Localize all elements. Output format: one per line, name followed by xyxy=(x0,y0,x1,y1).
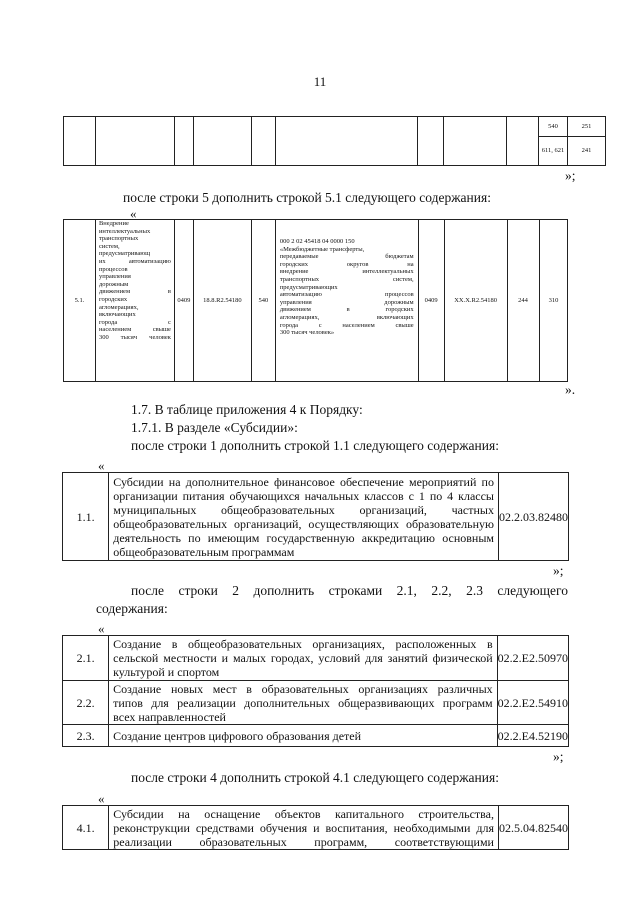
vr-cell: 540 xyxy=(251,220,275,382)
instruction-line-continued: содержания: xyxy=(96,601,168,616)
row-number: 2.3. xyxy=(63,725,109,747)
row-number: 5.1. xyxy=(64,220,96,382)
open-quote: « xyxy=(98,621,105,636)
csr-cell: 18.8.R2.54180 xyxy=(193,220,251,382)
section-cell-2: 0409 xyxy=(418,220,444,382)
table-cell: 611, 621 xyxy=(539,137,568,166)
table-cell: 540 xyxy=(539,117,568,137)
row-1-1-table xyxy=(62,472,569,561)
close-quote: »; xyxy=(553,563,564,578)
open-quote: « xyxy=(130,206,137,221)
row-text: Создание в общеобразовательных организациях, расположенных в сельской местности и малых городах, условий для занятий физической культурой и спортом xyxy=(109,636,498,681)
instruction-line: после строки 5 дополнить строкой 5.1 следующего содержания: xyxy=(123,190,491,205)
description-cell: 000 2 02 45418 04 0000 150 «Межбюджетные трансферты, передаваемые бюджетам городских округов на внедрение интеллектуальных транспортных систем, предусматривающих автоматизацию процессов управления дорожным движением в городских агломерациях, включающих города с населением свыше 300 тысяч человек» xyxy=(275,220,418,382)
open-quote: « xyxy=(98,458,105,473)
close-quote: ». xyxy=(565,382,576,397)
item-1-7-1: 1.7.1. В разделе «Субсидии»: xyxy=(131,420,298,435)
row-number: 2.1. xyxy=(63,636,109,681)
row-text: Создание центров цифрового образования детей xyxy=(109,725,498,747)
row-text: Субсидии на дополнительное финансовое обеспечение мероприятий по организации питания обучающихся начальных классов с 1 по 4 классы муниципальных общеобразовательных организаций, частных общеобразовательных организаций, осуществляющих образовательную деятельность по имеющим государственную аккредитацию основным общеобразовательным программам xyxy=(109,473,499,561)
row-code: 02.2.E2.54910 xyxy=(497,681,568,725)
row-code: 02.2.E2.50970 xyxy=(497,636,568,681)
row-text: Создание новых мест в образовательных организациях различных типов для реализации дополнительных общеразвивающих программ всех направленностей xyxy=(109,681,498,725)
table-cell: 251 xyxy=(567,117,605,137)
row-5-1-table xyxy=(63,219,606,382)
kosgu-cell: 310 xyxy=(539,220,568,382)
close-quote: »; xyxy=(565,168,576,183)
open-quote: « xyxy=(98,791,105,806)
row-code: 02.2.E4.52190 xyxy=(497,725,568,747)
row-number: 4.1. xyxy=(63,806,109,850)
table-cell: 241 xyxy=(567,137,605,166)
csr-cell-2: XX.X.R2.54180 xyxy=(444,220,507,382)
section-cell: 0409 xyxy=(174,220,193,382)
row-code: 02.5.04.82540 xyxy=(498,806,568,850)
instruction-line: после строки 1 дополнить строкой 1.1 следующего содержания: xyxy=(131,438,499,453)
instruction-line: после строки 2 дополнить строками 2.1, 2.2, 2.3 следующего xyxy=(131,583,568,598)
vr-cell-2: 244 xyxy=(507,220,539,382)
page-number: 11 xyxy=(313,74,327,89)
item-1-7: 1.7. В таблице приложения 4 к Порядку: xyxy=(131,402,363,417)
row-code: 02.2.03.82480 xyxy=(498,473,568,561)
rows-2-table xyxy=(62,635,569,747)
row-number: 1.1. xyxy=(63,473,109,561)
close-quote: »; xyxy=(553,749,564,764)
row-4-1-table xyxy=(62,805,569,850)
top-table xyxy=(63,116,606,166)
row-text: Субсидии на оснащение объектов капитального строительства, реконструкции средствами обучения и воспитания, необходимыми для реализации образовательных программ, соответствующими xyxy=(109,806,499,850)
name-cell: Внедрение интеллектуальных транспортных систем, предусматривающ их автоматизацию процессов управления дорожным движением в городских агломерациях, включающих города с населением свыше 300 тысяч человек xyxy=(95,220,174,382)
row-number: 2.2. xyxy=(63,681,109,725)
instruction-line: после строки 4 дополнить строкой 4.1 следующего содержания: xyxy=(131,770,499,785)
